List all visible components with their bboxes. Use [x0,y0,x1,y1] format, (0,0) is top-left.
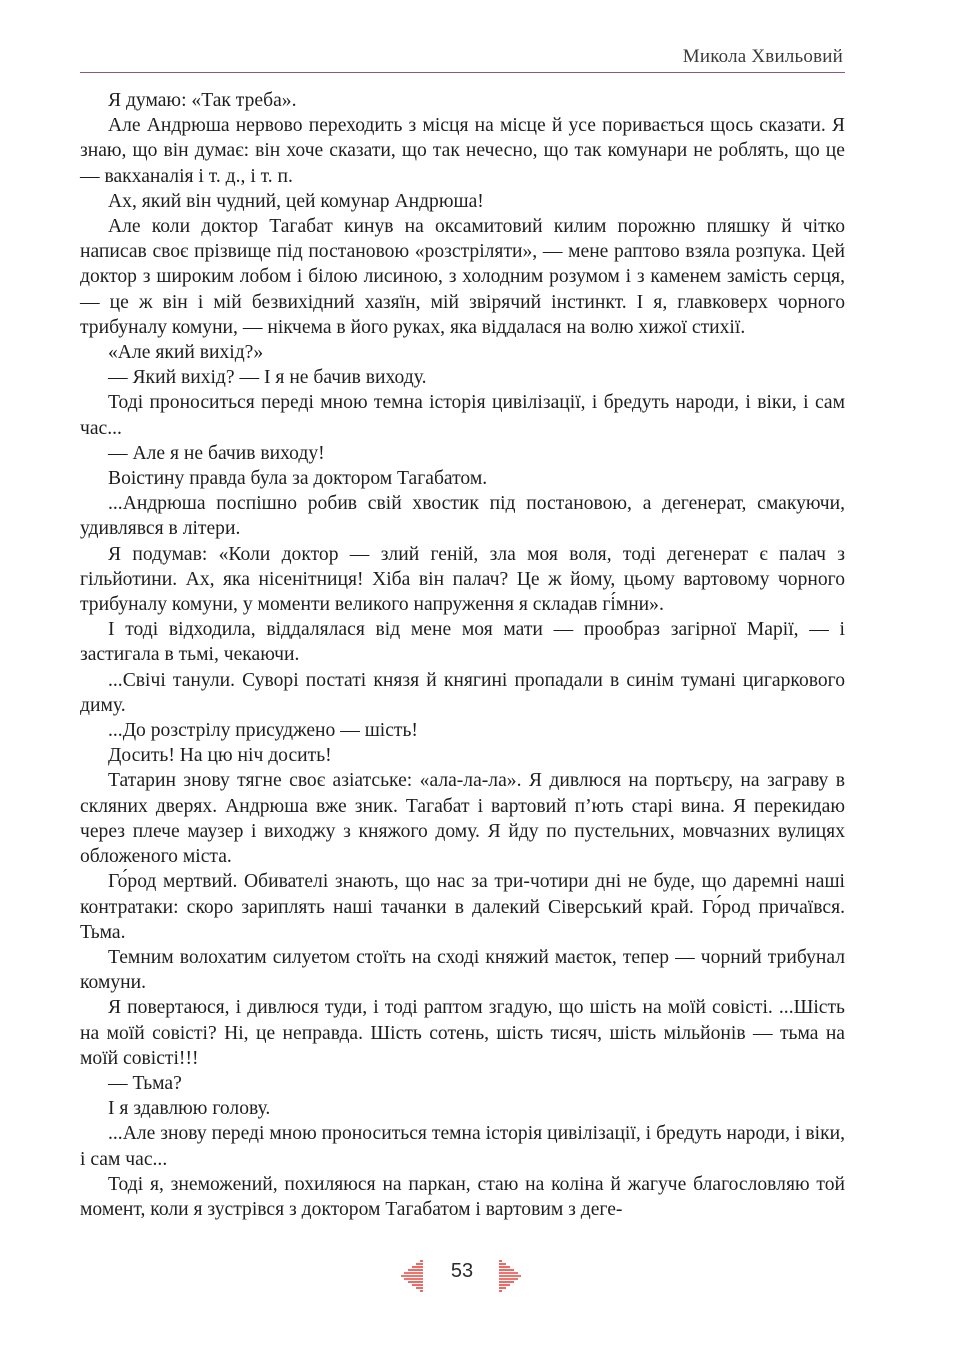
paragraph: Темним волохатим силуетом стоїть на сході княжий маєток, тепер — чорний трибунал комуни. [80,946,845,994]
paragraph: Татарин знову тягне своє азіатське: «ала-ла-ла». Я дивлюся на портьєру, на заграву в скляних дверях. Андрюша вже зник. Тагабат і вартовий п’ють старі вина. Я перекидаю через плече маузер і виходжу з княжого дому. Я йду по пустельних, мовчазних вулицях обложеного міста. [80,770,845,868]
right-ornament-icon [498,1258,526,1292]
paragraph: Тоді я, знеможений, похиляюся на паркан, стаю на коліна й жагуче благословляю той момент, коли я зустрівся з доктором Тагабатом і вартовим з деге- [80,1173,845,1220]
page-footer [0,1258,963,1294]
paragraph: Ах, який він чудний, цей комунар Андрюша! [108,190,484,212]
paragraph: ...Андрюша поспішно робив свій хвостик під постановою, а дегенерат, смакуючи, удивлявся в літери. [80,493,845,540]
paragraph: Досить! На цю ніч досить! [108,745,332,767]
paragraph: Але коли доктор Тагабат кинув на оксамитовий килим порожню пляшку й чітко написав своє прізвище під постановою «розстріляти», — мене раптово взяла розпука. Цей доктор з широким лобом і білою лисиною, з холодним розумом і з каменем замість серця, — це ж він і мій безвихідний хазяїн, мій звірячий інстинкт. І я, главковерх чорного трибуналу комуни, — нікчема в його руках, яка віддалася на волю хижої стихії. [80,216,845,338]
paragraph: І я здавлюю голову. [108,1098,271,1120]
paragraph: Я повертаюся, і дивлюся туди, і тоді раптом згадую, що шість на моїй совісті. ...Шість на моїй совісті? Ні, це неправда. Шість сотень, шість тисяч, шість мільйонів — тьма на моїй совісті!!! [80,997,845,1069]
paragraph: — Який вихід? — І я не бачив виходу. [108,367,427,389]
body-text [80,88,845,1222]
paragraph: Але Андрюша нервово переходить з місця на місце й усе поривається щось сказати. Я знаю, що він думає: він хоче сказати, що так нечесно, що так комунари не роблять, що це — вакханалія і т. д., і т. п. [80,115,845,187]
paragraph: Я думаю: «Так треба». [108,90,297,111]
paragraph: Я подумав: «Коли доктор — злий геній, зла моя воля, тоді дегенерат є палач з гільйотини. Ах, яка нісенітниця! Хіба він палач? Це ж йому, цьому вартовому чорного трибуналу комуни, у моменти великого напруження я складав гі́мни». [80,543,845,616]
paragraph: — Але я не бачив виходу! [108,442,325,464]
header-rule [80,72,845,73]
paragraph: ...До розстрілу присуджено — шість! [108,720,418,742]
paragraph: «Але який вихід?» [108,342,264,364]
paragraph: ...Але знову переді мною проноситься темна історія цивілізації, і бредуть народи, і віки, і сам час... [80,1123,845,1170]
paragraph: Тоді проноситься переді мною темна історія цивілізації, і бредуть народи, і віки, і сам час... [80,392,845,439]
running-head-author: Микола Хвильовий [682,46,843,67]
paragraph: І тоді відходила, віддалялася від мене моя мати — прообраз загірної Марії, — і застигала в тьмі, чекаючи. [80,619,845,666]
paragraph: Го́род мертвий. Обивателі знають, що нас за три-чотири дні не буде, що даремні наші контратаки: скоро зариплять наші тачанки в далекий Сіверський край. Го́род причаївся. Тьма. [80,871,845,943]
paragraph: Воістину правда була за доктором Тагабатом. [108,468,488,490]
paragraph: ...Свічі танули. Суворі постаті князя й княгині пропадали в синім тумані цигаркового диму. [80,669,845,716]
left-ornament-icon [396,1258,424,1292]
paragraph: — Тьма? [108,1072,182,1094]
page-number: 53 [450,1260,474,1282]
